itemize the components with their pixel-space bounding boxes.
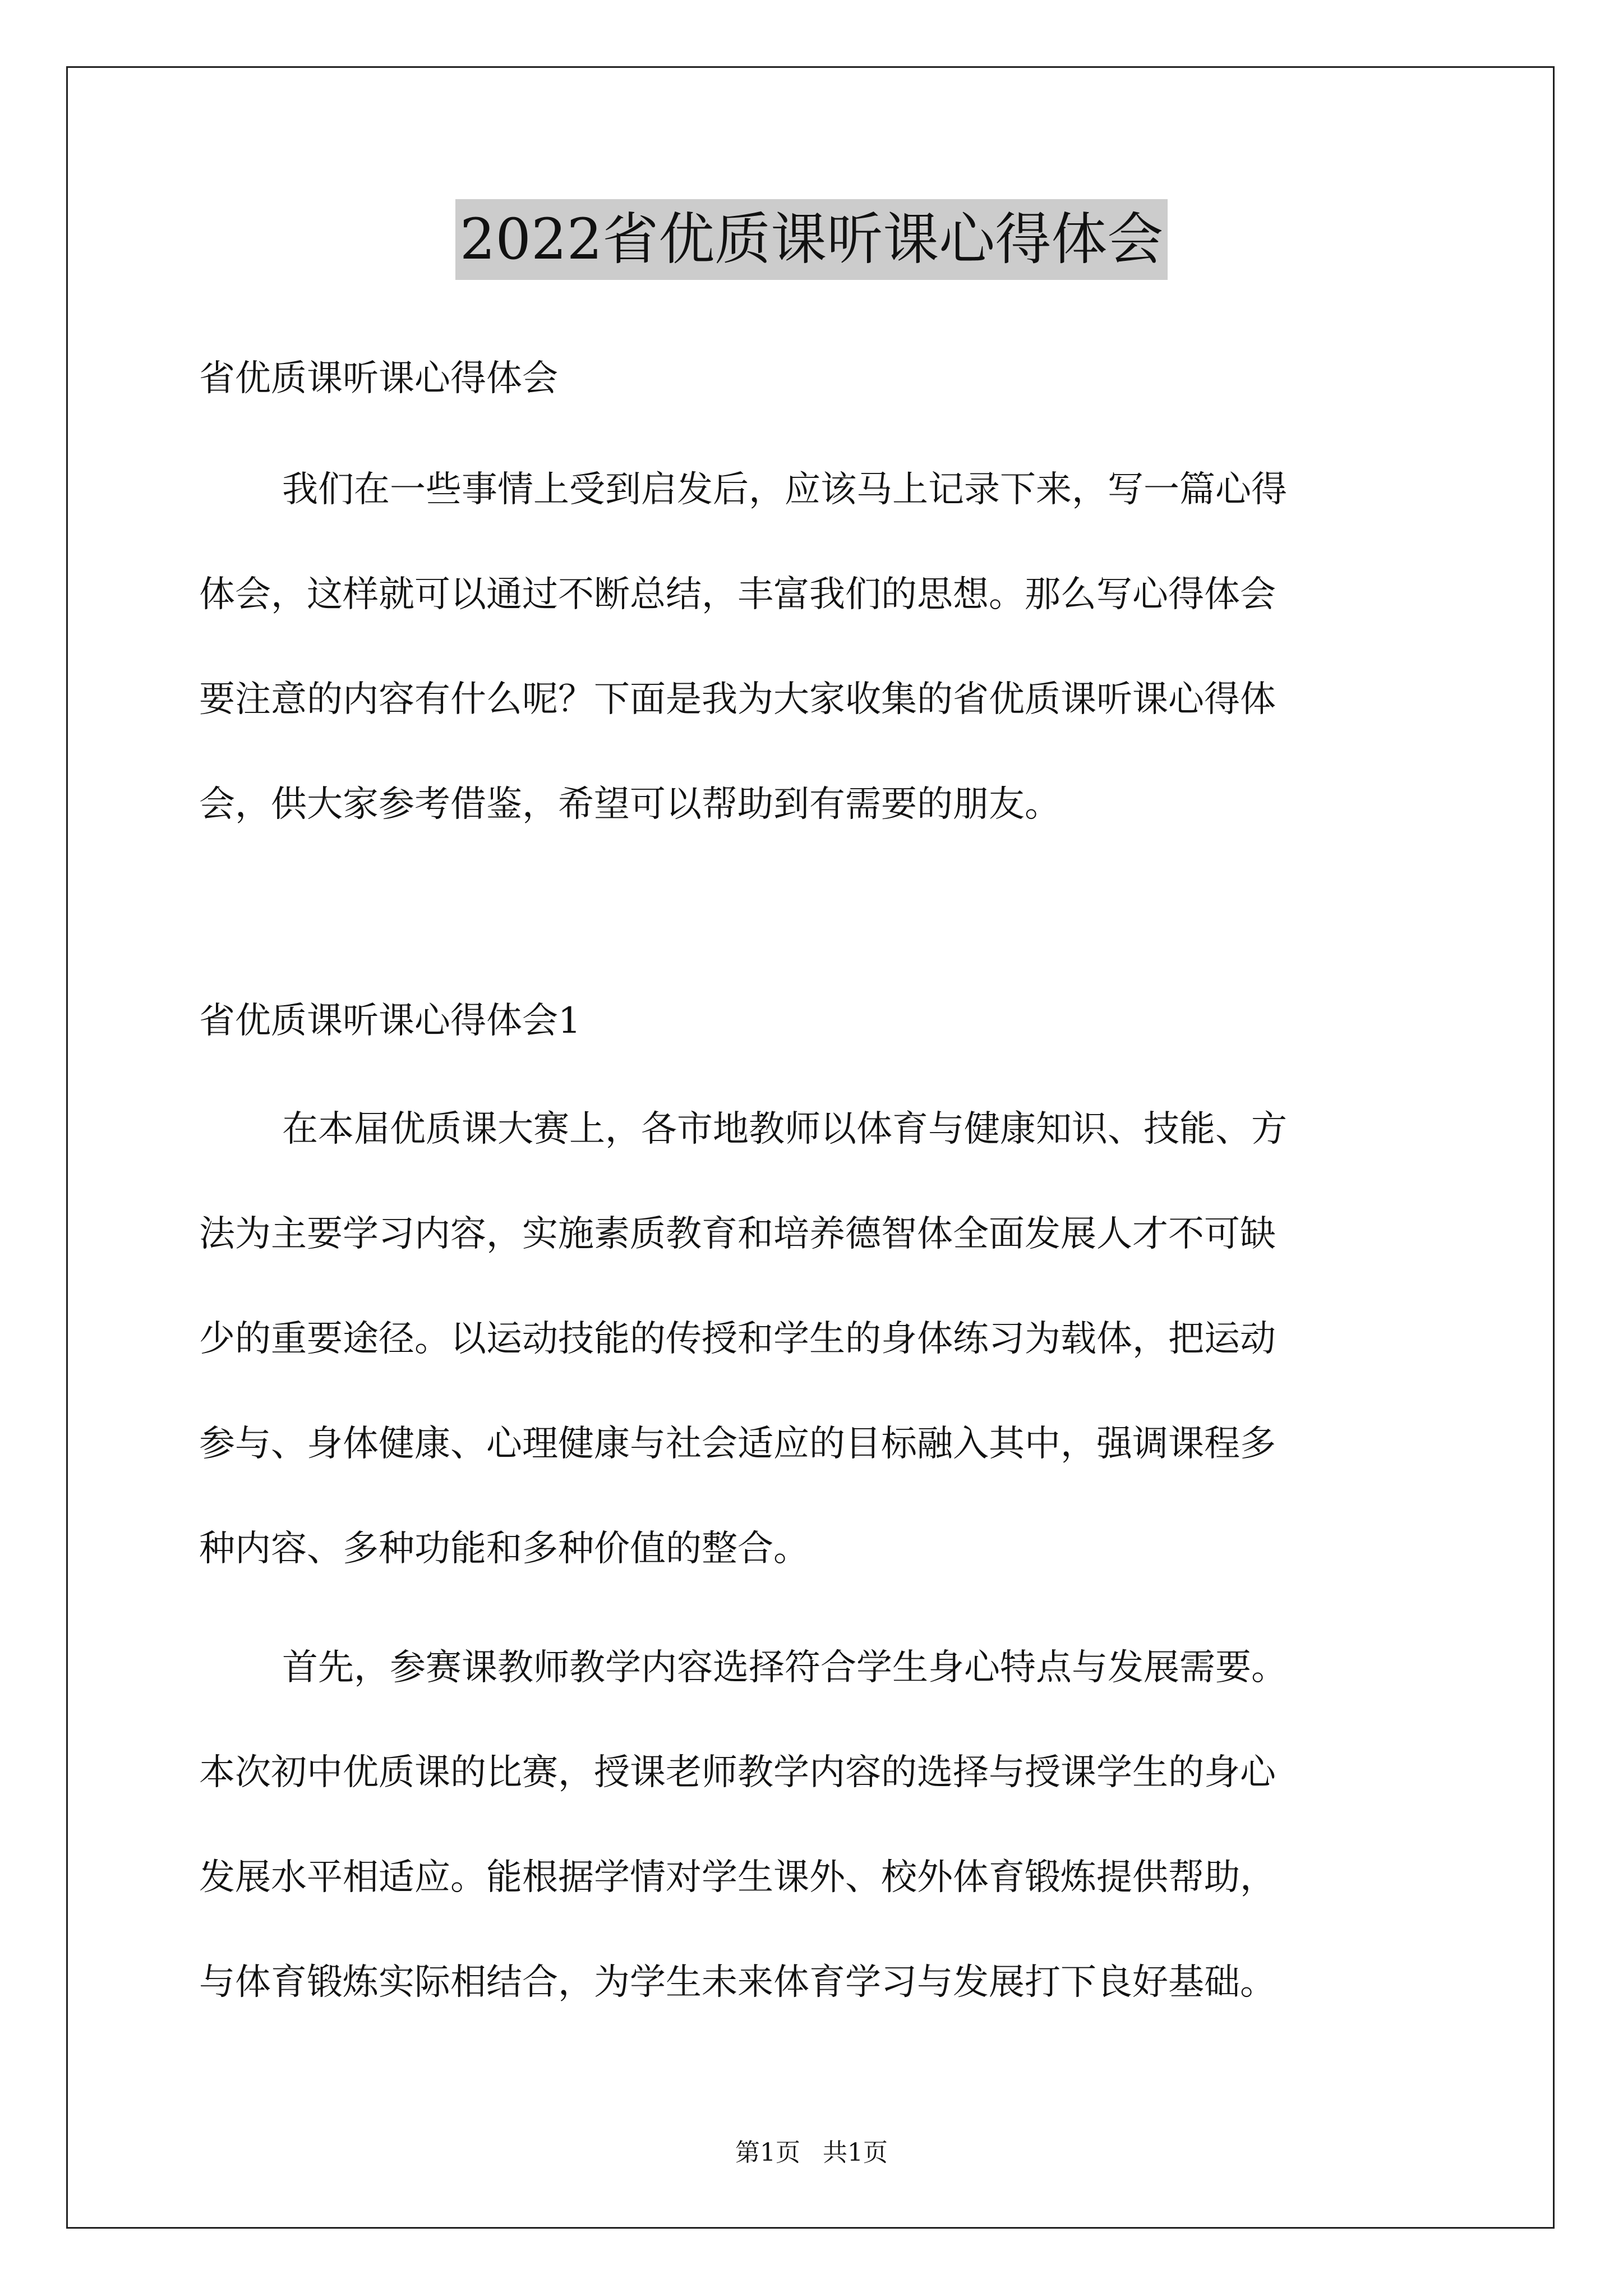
document-title: 2022省优质课听课心得体会: [455, 199, 1168, 280]
section-paragraph-2: [199, 1616, 1433, 2035]
page-number: 第1页: [735, 2138, 800, 2167]
page-total: 共1页: [823, 2138, 888, 2167]
paragraph-line: 会，供大家参考借鉴，希望可以帮助到有需要的朋友。: [199, 784, 1061, 825]
paragraph-line: 发展水平相适应。能根据学情对学生课外、校外体育锻炼提供帮助，: [199, 1857, 1276, 1898]
paragraph-line: 本次初中优质课的比赛，授课老师教学内容的选择与授课学生的身心: [199, 1752, 1276, 1793]
section-paragraph-1: [199, 1077, 1433, 1602]
paragraph-line: 参与、身体健康、心理健康与社会适应的目标融入其中，强调课程多: [199, 1423, 1276, 1465]
intro-paragraph: [199, 438, 1433, 857]
paragraph-line: 我们在一些事情上受到启发后，应该马上记录下来，写一篇心得: [282, 469, 1287, 510]
paragraph-line: 少的重要途径。以运动技能的传授和学生的身体练习为载体，把运动: [199, 1318, 1276, 1360]
paragraph-line: 首先，参赛课教师教学内容选择符合学生身心特点与发展需要。: [282, 1647, 1287, 1688]
page-footer: [0, 2136, 1623, 2170]
paragraph-line: 要注意的内容有什么呢？下面是我为大家收集的省优质课听课心得体: [199, 679, 1276, 720]
title-container: [0, 199, 1623, 280]
paragraph-line: 体会，这样就可以通过不断总结，丰富我们的思想。那么写心得体会: [199, 574, 1276, 615]
paragraph-line: 在本届优质课大赛上，各市地教师以体育与健康知识、技能、方: [282, 1108, 1287, 1150]
paragraph-line: 法为主要学习内容，实施素质教育和培养德智体全面发展人才不可缺: [199, 1213, 1276, 1255]
paragraph-line: 种内容、多种功能和多种价值的整合。: [199, 1528, 809, 1570]
paragraph-line: 与体育锻炼实际相结合，为学生未来体育学习与发展打下良好基础。: [199, 1962, 1276, 2003]
section-heading: 省优质课听课心得体会1: [199, 1000, 581, 1042]
intro-heading: 省优质课听课心得体会: [199, 358, 558, 399]
